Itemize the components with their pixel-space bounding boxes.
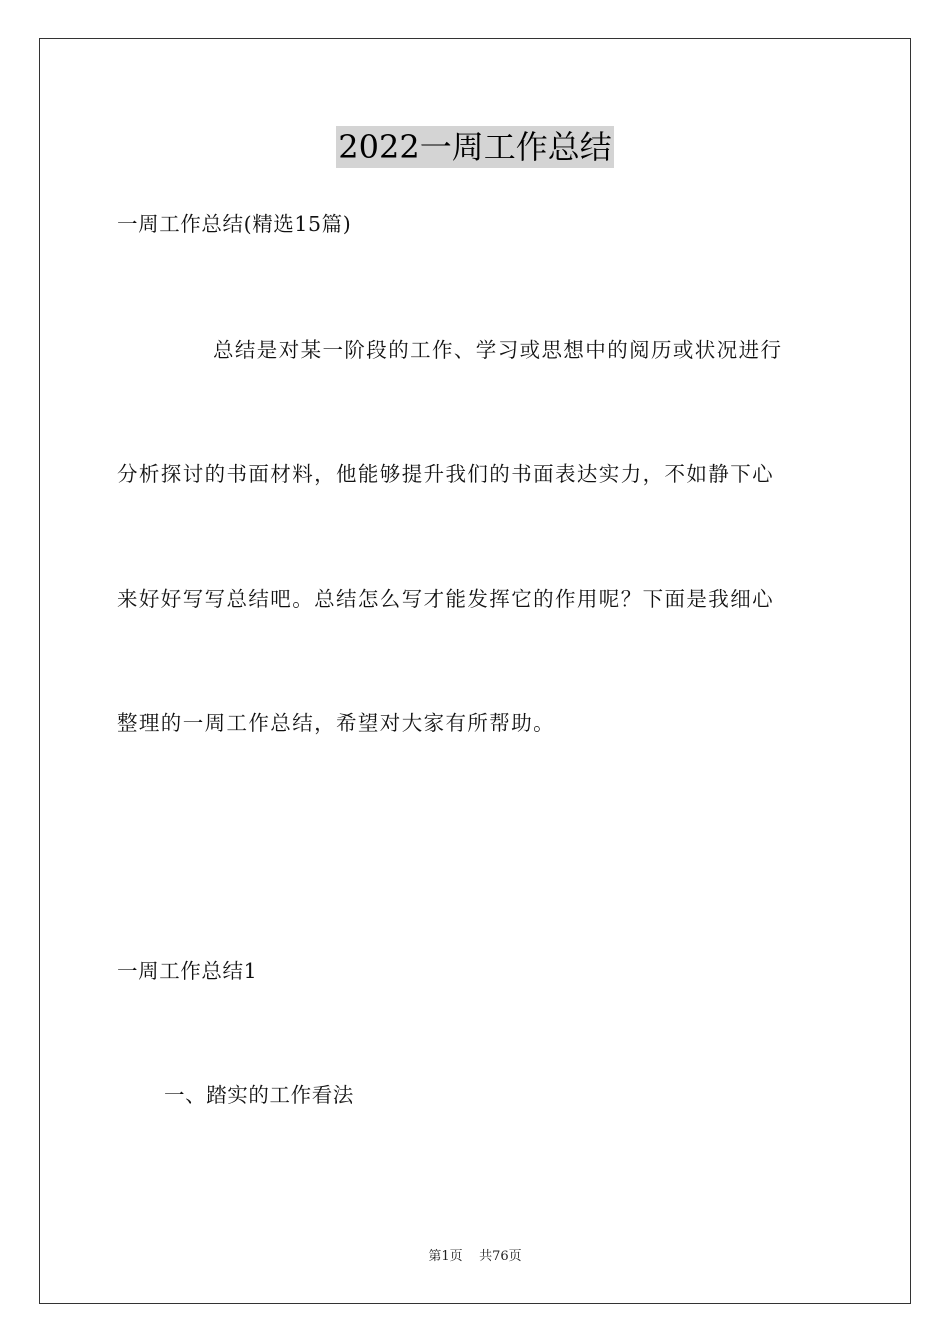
document-subtitle: 一周工作总结(精选15篇) xyxy=(117,212,352,236)
intro-line-3: 来好好写写总结吧。总结怎么写才能发挥它的作用呢？下面是我细心 xyxy=(117,587,774,611)
page-footer xyxy=(0,1248,950,1266)
section-heading: 一周工作总结1 xyxy=(117,959,258,983)
subsection-heading: 一、踏实的工作看法 xyxy=(164,1083,354,1107)
intro-line-4: 整理的一周工作总结，希望对大家有所帮助。 xyxy=(117,711,555,735)
document-title: 2022一周工作总结 xyxy=(338,128,612,166)
total-pages: 共76页 xyxy=(479,1249,522,1264)
intro-line-1: 总结是对某一阶段的工作、学习或思想中的阅历或状况进行 xyxy=(213,338,783,362)
intro-line-2: 分析探讨的书面材料，他能够提升我们的书面表达实力，不如静下心 xyxy=(117,462,774,486)
page-number: 第1页 xyxy=(428,1249,463,1264)
title-container xyxy=(0,126,950,168)
